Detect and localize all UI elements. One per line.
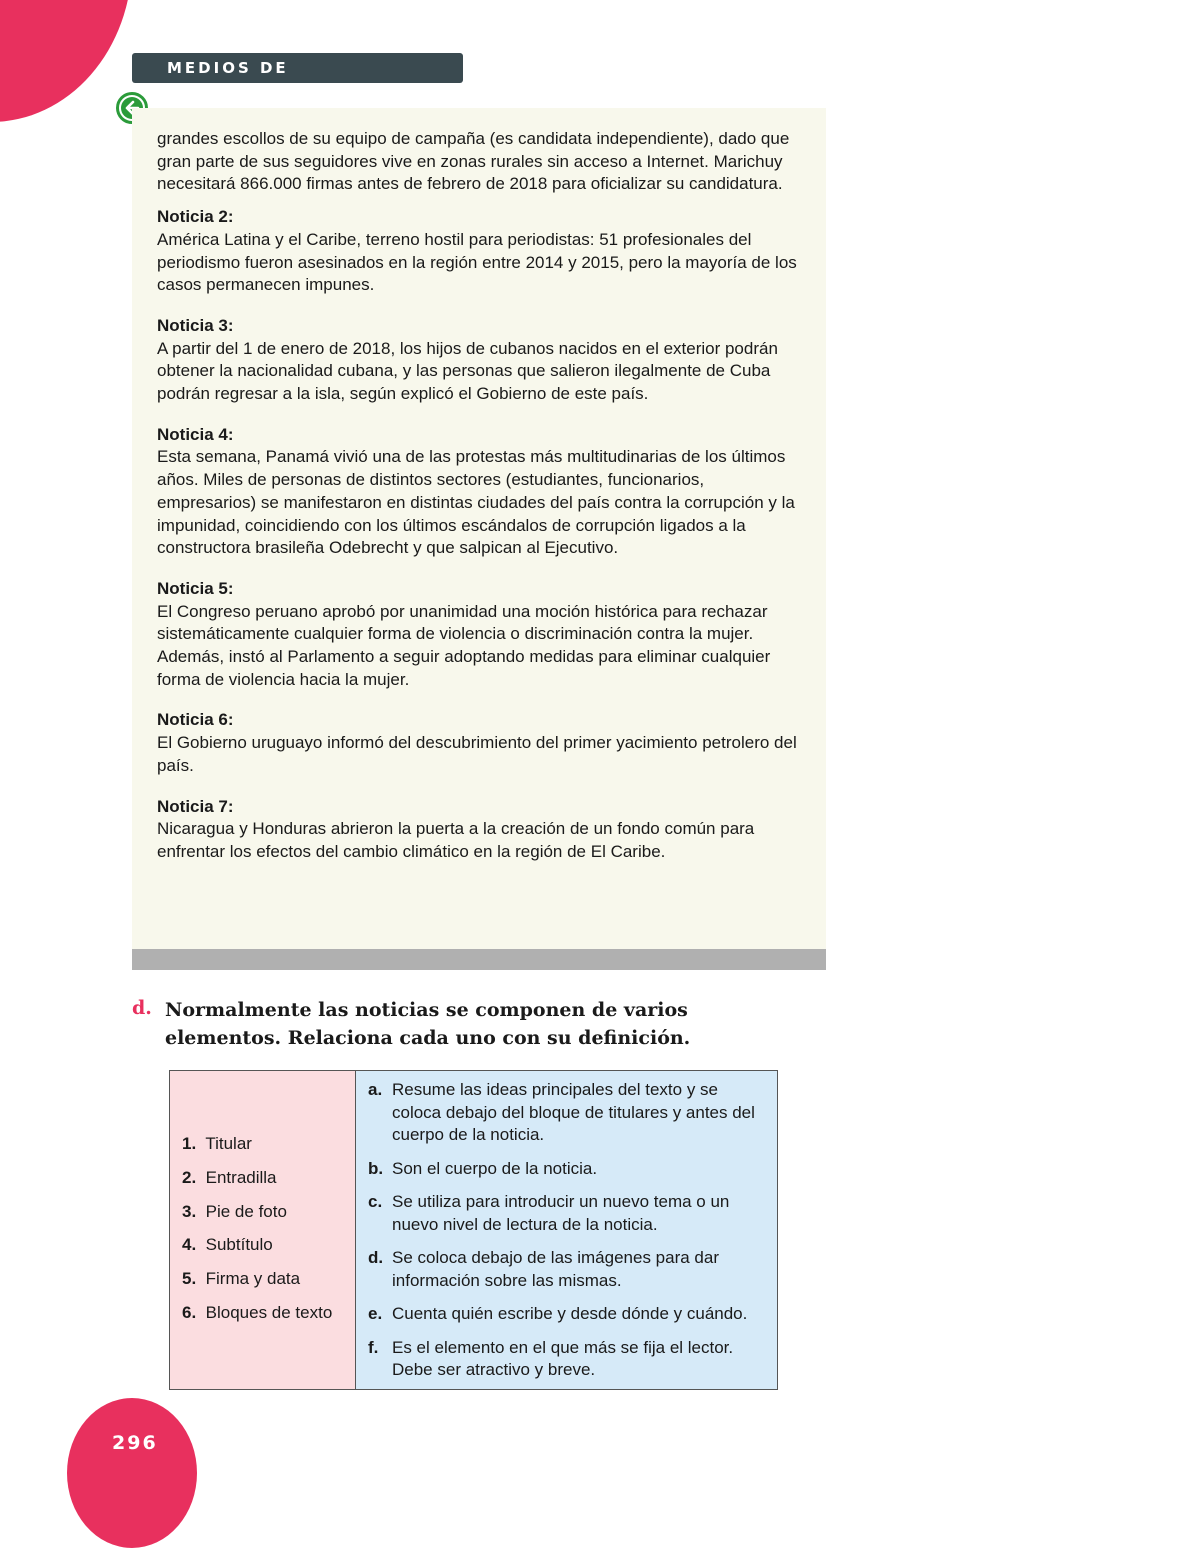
term-item [182, 1201, 355, 1235]
term-label: Subtítulo [205, 1235, 273, 1255]
page-number: 296 [112, 1432, 158, 1454]
definition-text: Se utiliza para introducir un nuevo tema o un nuevo nivel de lectura de la noticia. [392, 1192, 730, 1234]
term-label: Bloques de texto [205, 1302, 333, 1322]
definitions-column [356, 1071, 777, 1389]
term-number: 5. [182, 1269, 197, 1289]
term-item [182, 1302, 355, 1336]
definition-text: Cuenta quién escribe y desde dónde y cuándo. [392, 1304, 748, 1323]
definition-letter: c. [368, 1192, 383, 1211]
news-item-title: Noticia 3: [157, 315, 234, 335]
term-label: Pie de foto [205, 1201, 287, 1221]
news-item [157, 709, 797, 777]
news-item-text: Nicaragua y Honduras abrieron la puerta a la creación de un fondo común para enfrentar los efectos del cambio climático en la región de El Caribe. [157, 819, 755, 861]
news-item [157, 424, 797, 560]
matching-table [169, 1070, 778, 1390]
term-label: Entradilla [205, 1167, 277, 1187]
news-item-title: Noticia 6: [157, 710, 234, 730]
news-intro-text: grandes escollos de su equipo de campaña (es candidata independiente), dado que gran parte de sus seguidores vive en zonas rurales sin acceso a Internet. Marichuy necesitará 866.000 firmas antes de febrero de 2018 para oficializar su candidatura. [157, 129, 790, 194]
definition-letter: a. [368, 1080, 383, 1099]
question-text: Normalmente las noticias se componen de varios elementos. Relaciona cada uno con su definición. [165, 999, 691, 1049]
question-letter: d. [132, 997, 152, 1019]
definition-item [368, 1079, 767, 1147]
definition-item [368, 1191, 767, 1236]
news-list [157, 128, 797, 882]
definition-item [368, 1337, 767, 1382]
news-panel-footer-bar [132, 949, 826, 970]
decorative-corner-circle [0, 0, 132, 122]
news-item [157, 315, 797, 406]
term-number: 3. [182, 1201, 197, 1221]
news-item-title: Noticia 5: [157, 578, 234, 598]
definition-letter: d. [368, 1248, 384, 1267]
definition-item [368, 1303, 767, 1326]
definition-text: Es el elemento en el que más se fija el lector. Debe ser atractivo y breve. [392, 1337, 734, 1379]
term-number: 6. [182, 1302, 197, 1322]
news-item [157, 206, 797, 297]
term-number: 1. [182, 1134, 197, 1153]
news-item-text: El Gobierno uruguayo informó del descubrimiento del primer yacimiento petrolero del país. [157, 733, 797, 775]
definition-text: Son el cuerpo de la noticia. [392, 1158, 598, 1178]
term-item [182, 1268, 355, 1302]
news-item [157, 796, 797, 864]
term-item [182, 1167, 355, 1201]
definition-letter: f. [368, 1337, 379, 1357]
term-item [182, 1234, 355, 1268]
term-number: 4. [182, 1235, 197, 1255]
news-item-title: Noticia 2: [157, 207, 234, 227]
definition-item [368, 1158, 767, 1181]
terms-column [170, 1071, 356, 1389]
definition-text: Se coloca debajo de las imágenes para dar información sobre las mismas. [392, 1248, 719, 1290]
news-item-text: Esta semana, Panamá vivió una de las protestas más multitudinarias de los últimos años. Miles de personas de distintos sectores (estudiantes, funcionarios, empresarios) se manifestaron en distintas ciudades del país contra la corrupción y la impunidad, coincidiendo con los últimos escándalos de corrupción ligados a la constructora brasileña Odebrecht y que salpican al Ejecutivo. [157, 447, 795, 558]
term-label: Firma y data [205, 1269, 301, 1289]
section-header: MEDIOS DE COMUNICACIÓN [132, 53, 463, 83]
news-item-text: A partir del 1 de enero de 2018, los hijos de cubanos nacidos en el exterior podrán obtener la nacionalidad cubana, y las personas que salieron ilegalmente de Cuba podrán regresar a la isla, según explicó el Gobierno de este país. [157, 338, 778, 404]
term-number: 2. [182, 1167, 197, 1187]
term-label: Titular [205, 1134, 252, 1153]
definition-item [368, 1247, 767, 1292]
definition-letter: b. [368, 1158, 384, 1178]
news-item [157, 578, 797, 692]
news-item-text: El Congreso peruano aprobó por unanimidad una moción histórica para rechazar sistemáticamente cualquier forma de violencia o discriminación contra la mujer. Además, instó al Parlamento a seguir adoptando medidas para eliminar cualquier forma de violencia hacia la mujer. [157, 601, 771, 689]
news-item-text: América Latina y el Caribe, terreno hostil para periodistas: 51 profesionales del periodismo fueron asesinados en la región entre 2014 y 2015, pero la mayoría de los casos permanecen impunes. [157, 229, 797, 295]
definition-text: Resume las ideas principales del texto y se coloca debajo del bloque de titulares y antes del cuerpo de la noticia. [392, 1080, 755, 1144]
definition-letter: e. [368, 1304, 383, 1323]
term-item [182, 1133, 355, 1167]
news-item-title: Noticia 7: [157, 796, 234, 816]
news-item-title: Noticia 4: [157, 424, 234, 444]
page-number-circle [67, 1398, 197, 1548]
